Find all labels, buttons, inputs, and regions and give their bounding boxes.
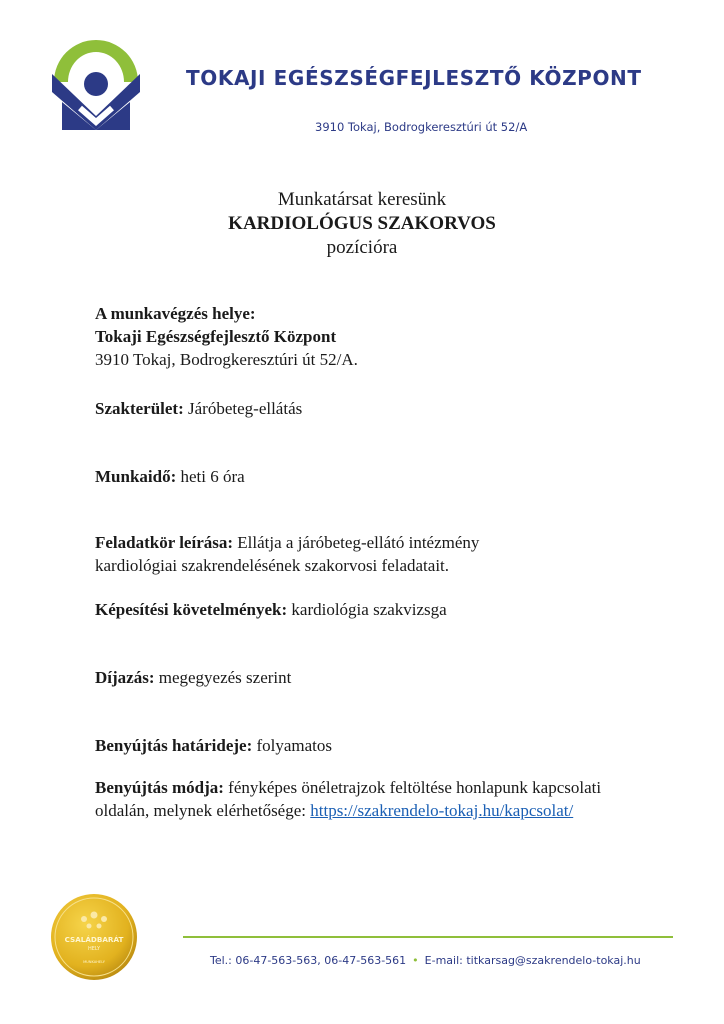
workplace-name: Tokaji Egészségfejlesztő Központ [95,327,337,346]
organization-name: TOKAJI EGÉSZSÉGFEJLESZTŐ KÖZPONT [186,66,642,90]
field-section [95,397,302,420]
footer-phone: Tel.: 06-47-563-563, 06-47-563-561 [210,954,407,967]
pay-value: megegyezés szerint [154,668,292,687]
hours-value: heti 6 óra [176,467,245,486]
submission-label: Benyújtás módja: [95,778,224,797]
badge-title: CSALÁDBARÁT [64,935,124,944]
duties-value-line1: Ellátja a járóbeteg-ellátó intézmény [233,533,480,552]
duties-value-line2: kardiológiai szakrendelésének szakorvosi feladatait. [95,556,450,575]
submission-value-line1: fényképes önéletrajzok feltöltése honlapunk kapcsolati [223,778,602,797]
hours-section [95,465,245,488]
workplace-section [95,302,358,371]
pay-label: Díjazás: [95,668,155,687]
qualification-label: Képesítési követelmények: [95,600,288,619]
workplace-label: A munkavégzés helye: [95,304,256,323]
workplace-address: 3910 Tokaj, Bodrogkeresztúri út 52/A. [95,350,358,369]
qualification-section [95,598,447,621]
duties-label: Feladatkör leírása: [95,533,234,552]
deadline-section [95,734,332,757]
pay-section [95,666,291,689]
organization-address: 3910 Tokaj, Bodrogkeresztúri út 52/A [315,120,528,134]
qualification-value: kardiológia szakvizsga [287,600,447,619]
hours-label: Munkaidő: [95,467,177,486]
badge-caption: MUNKAHELY [83,960,105,964]
contact-page-link[interactable]: https://szakrendelo-tokaj.hu/kapcsolat/ [310,801,574,820]
footer-contact [210,954,641,967]
footer-separator: • [412,954,419,967]
headline-intro: Munkatársat keresünk [277,189,447,210]
footer-divider [183,936,673,938]
job-headline [0,188,724,260]
footer-email: E-mail: titkarsag@szakrendelo-tokaj.hu [424,954,641,967]
field-value: Járóbeteg-ellátás [183,399,303,418]
duties-section [95,531,479,577]
family-friendly-workplace-badge [50,893,138,981]
deadline-value: folyamatos [252,736,333,755]
field-label: Szakterület: [95,399,184,418]
submission-value-line2: oldalán, melynek elérhetősége: [95,801,311,820]
headline-suffix: pozícióra [326,237,398,258]
submission-section [95,776,601,822]
organization-logo [50,38,142,130]
badge-subtitle: HELY [87,946,101,952]
job-position-title: KARDIOLÓGUS SZAKORVOS [228,213,496,234]
deadline-label: Benyújtás határideje: [95,736,253,755]
